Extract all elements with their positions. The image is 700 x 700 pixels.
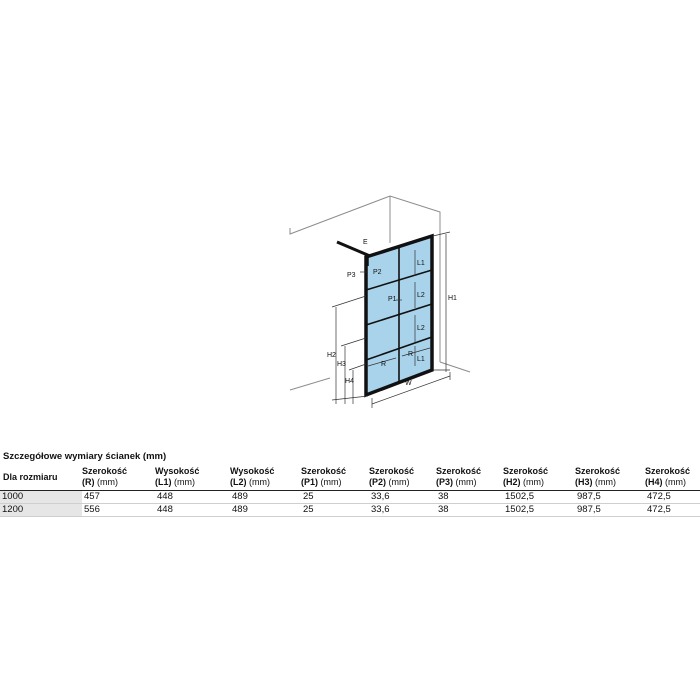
label-h2: H2: [327, 352, 336, 359]
value-cell: 448: [155, 504, 230, 517]
column-header: Szerokość (R) (mm): [82, 466, 155, 491]
value-cell: 489: [230, 491, 301, 504]
label-l2-a: L2: [417, 292, 425, 299]
label-l1-bottom: L1: [417, 356, 425, 363]
value-cell: 987,5: [575, 491, 645, 504]
value-cell: 33,6: [369, 491, 436, 504]
value-cell: 33,6: [369, 504, 436, 517]
dimensions-table: [0, 466, 700, 517]
label-r-right: R: [408, 351, 414, 358]
size-cell: 1200: [0, 504, 82, 517]
value-cell: 25: [301, 504, 369, 517]
label-p1: P1: [388, 296, 397, 303]
value-cell: 556: [82, 504, 155, 517]
label-h3: H3: [337, 361, 346, 368]
table-row: [0, 491, 700, 504]
column-header: Szerokość (H4) (mm): [645, 466, 700, 491]
value-cell: 472,5: [645, 491, 700, 504]
value-cell: 457: [82, 491, 155, 504]
label-p3: P3: [347, 272, 356, 279]
label-r-left: R: [381, 361, 387, 368]
value-cell: 448: [155, 491, 230, 504]
value-cell: 1502,5: [503, 504, 575, 517]
value-cell: 489: [230, 504, 301, 517]
label-w: W: [405, 380, 412, 387]
table-caption: Szczegółowe wymiary ścianek (mm): [3, 451, 167, 462]
value-cell: 25: [301, 491, 369, 504]
label-e: E: [363, 239, 368, 246]
column-header: Wysokość (L1) (mm): [155, 466, 230, 491]
size-cell: 1000: [0, 491, 82, 504]
label-l2-b: L2: [417, 325, 425, 332]
table-header-row: [0, 466, 700, 491]
column-header: Wysokość (L2) (mm): [230, 466, 301, 491]
value-cell: 472,5: [645, 504, 700, 517]
column-header: Szerokość (H3) (mm): [575, 466, 645, 491]
column-header: Szerokość (P3) (mm): [436, 466, 503, 491]
column-header: Szerokość (P2) (mm): [369, 466, 436, 491]
value-cell: 38: [436, 491, 503, 504]
label-l1-top: L1: [417, 260, 425, 267]
row-header-label: Dla rozmiaru: [0, 466, 82, 491]
value-cell: 987,5: [575, 504, 645, 517]
table-row: [0, 504, 700, 517]
label-h4: H4: [345, 378, 354, 385]
column-header: Szerokość (P1) (mm): [301, 466, 369, 491]
value-cell: 38: [436, 504, 503, 517]
label-p2: P2: [373, 269, 382, 276]
value-cell: 1502,5: [503, 491, 575, 504]
label-h1: H1: [448, 295, 457, 302]
column-header: Szerokość (H2) (mm): [503, 466, 575, 491]
